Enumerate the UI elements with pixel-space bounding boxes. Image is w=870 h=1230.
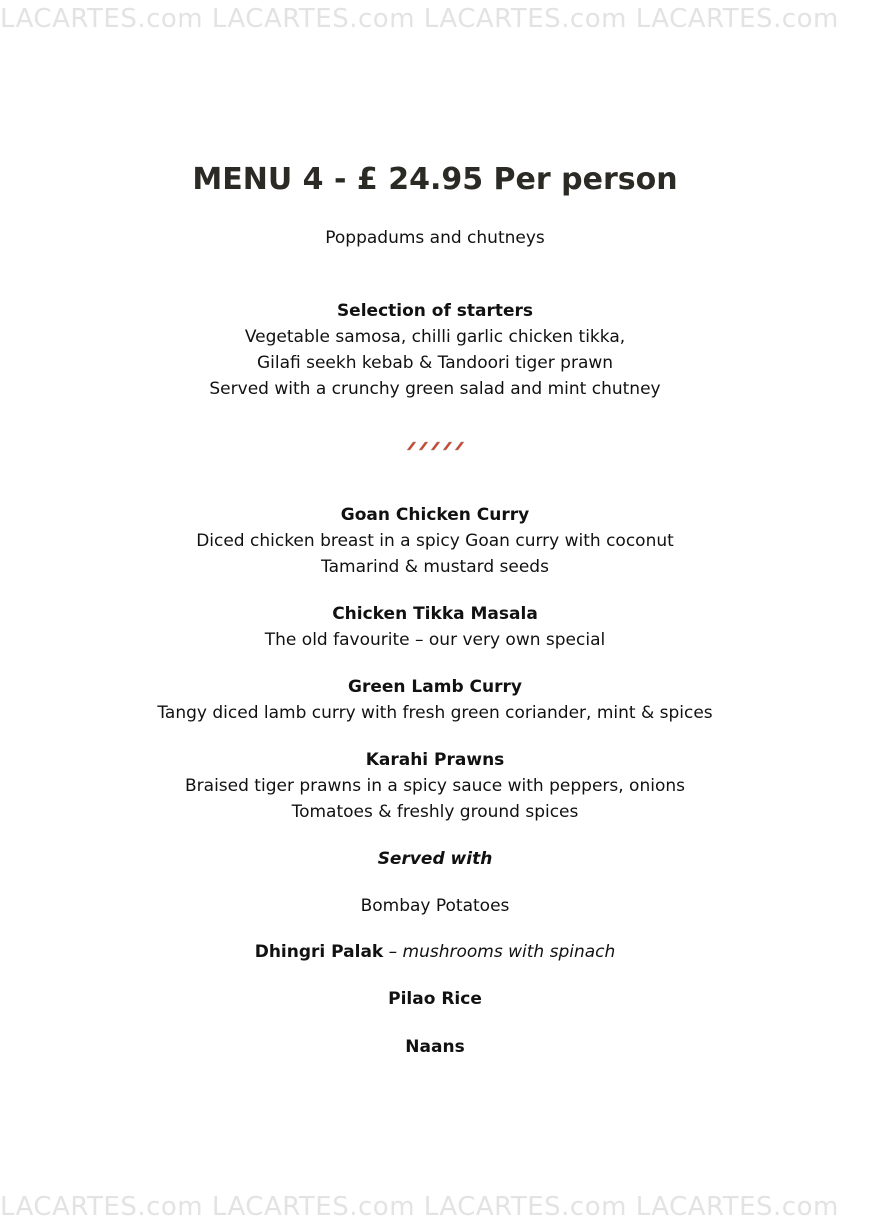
decorative-divider-icon (405, 440, 465, 452)
side-pilao-rice: Pilao Rice (388, 989, 482, 1009)
intro-text: Poppadums and chutneys (325, 228, 545, 248)
watermark-bottom: LACARTES.com LACARTES.com LACARTES.com LACARTES.com (0, 1192, 839, 1222)
side-description: – mushrooms with spinach (383, 942, 616, 962)
served-with-heading: Served with (377, 849, 493, 869)
side-bombay-potatoes: Bombay Potatoes (360, 896, 510, 916)
menu-title: MENU 4 - £ 24.95 Per person (192, 162, 678, 197)
dish-description: Tamarind & mustard seeds (321, 557, 549, 577)
dish-description: The old favourite – our very own special (264, 630, 606, 650)
dish-description: Diced chicken breast in a spicy Goan curry with coconut (196, 531, 674, 551)
dish-description: Tomatoes & freshly ground spices (291, 802, 579, 822)
dish-description: Tangy diced lamb curry with fresh green coriander, mint & spices (157, 703, 713, 723)
side-name: Dhingri Palak (254, 942, 384, 962)
dish-name: Karahi Prawns (365, 750, 505, 770)
dish-name: Green Lamb Curry (348, 677, 522, 697)
side-naans: Naans (405, 1037, 465, 1057)
starters-line: Gilafi seekh kebab & Tandoori tiger prawn (256, 353, 614, 373)
starters-line: Served with a crunchy green salad and mint chutney (209, 379, 661, 399)
side-dhingri-palak (0, 942, 870, 962)
starters-line: Vegetable samosa, chilli garlic chicken tikka, (244, 327, 626, 347)
dish-description: Braised tiger prawns in a spicy sauce with peppers, onions (185, 776, 685, 796)
watermark-top: LACARTES.com LACARTES.com LACARTES.com LACARTES.com (0, 4, 839, 34)
dish-name: Chicken Tikka Masala (332, 604, 538, 624)
starters-heading: Selection of starters (336, 301, 534, 321)
dish-name: Goan Chicken Curry (340, 505, 530, 525)
